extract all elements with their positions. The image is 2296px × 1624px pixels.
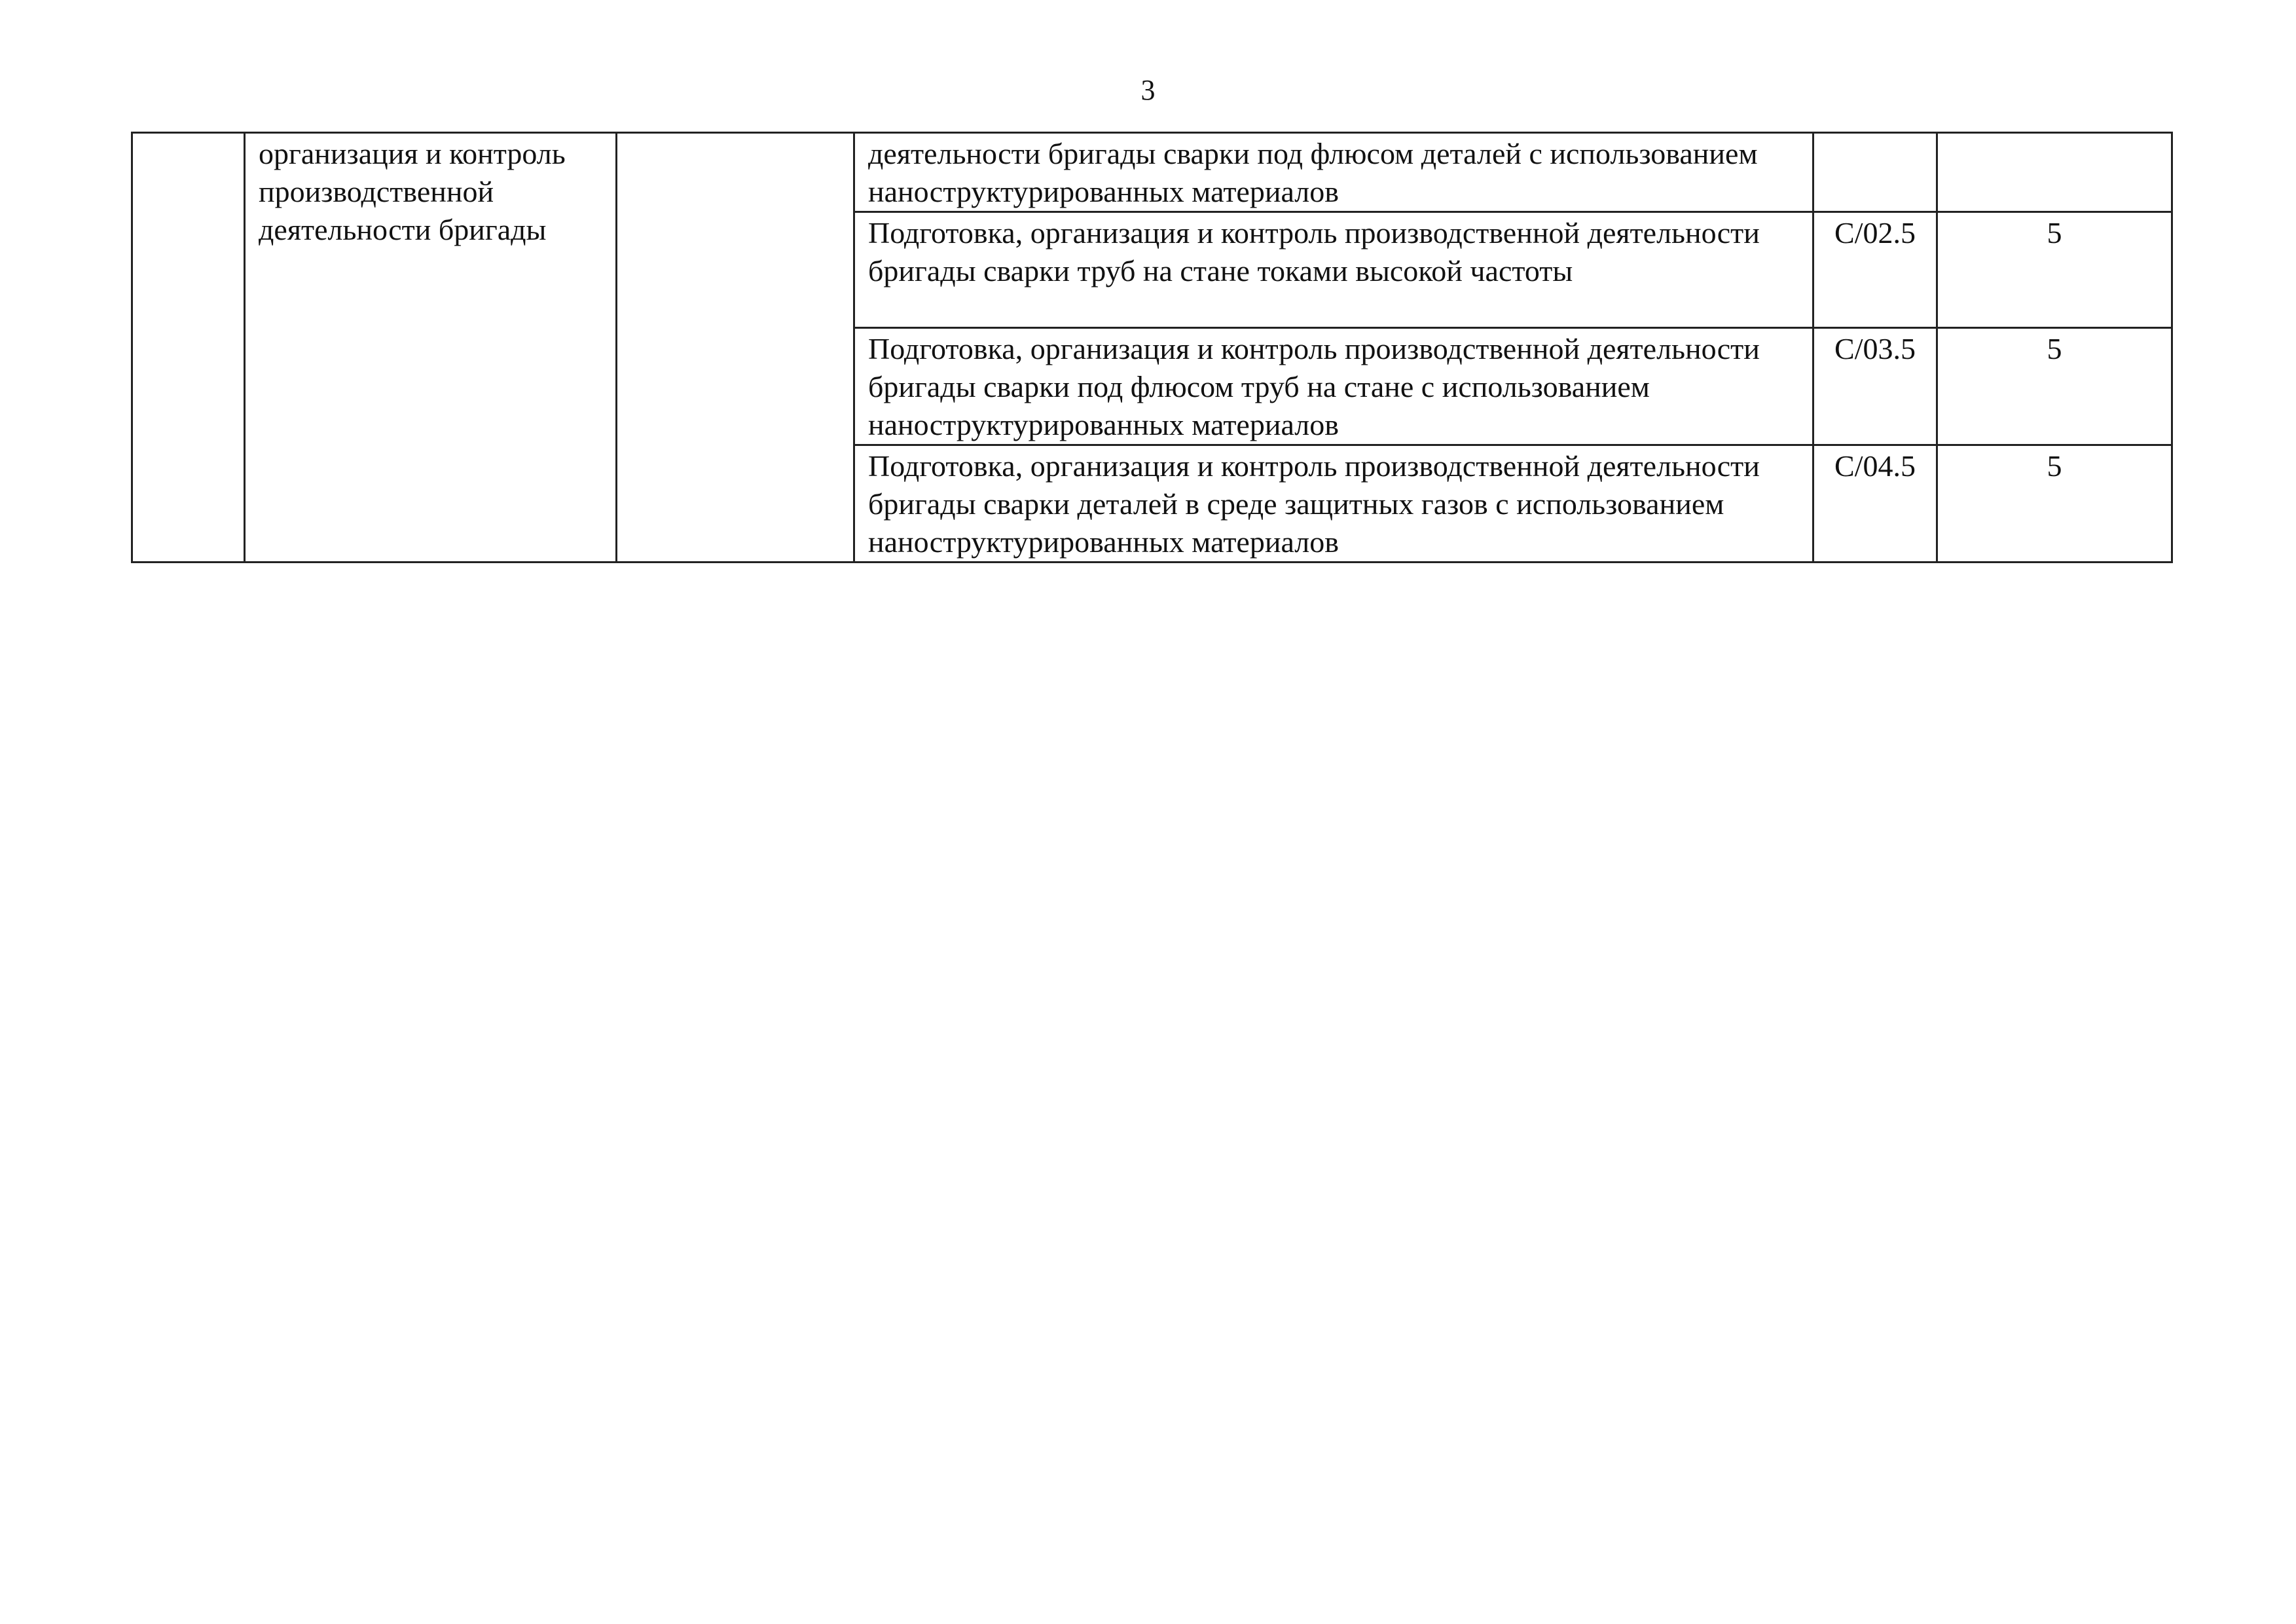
function-code-cell: C/02.5 bbox=[1813, 212, 1937, 328]
function-code-cell: C/04.5 bbox=[1813, 445, 1937, 563]
qualification-table bbox=[131, 132, 2173, 563]
level-cell bbox=[1937, 133, 2172, 212]
function-code-cell: C/03.5 bbox=[1813, 328, 1937, 445]
level-cell: 5 bbox=[1937, 212, 2172, 328]
level-cell: 5 bbox=[1937, 328, 2172, 445]
function-code-cell bbox=[1813, 133, 1937, 212]
qualification-level-column-cell bbox=[617, 133, 854, 563]
level-cell: 5 bbox=[1937, 445, 2172, 563]
labor-function-cell: деятельности бригады сварки под флюсом деталей с использованием наноструктурированных материалов bbox=[854, 133, 1813, 212]
code-column-cell bbox=[132, 133, 245, 563]
table-row bbox=[132, 133, 2172, 212]
labor-function-cell: Подготовка, организация и контроль производственной деятельности бригады сварки деталей в среде защитных газов с использованием наноструктурированных материалов bbox=[854, 445, 1813, 563]
page-number: 3 bbox=[1140, 74, 1156, 106]
generalized-function-cell: организация и контроль производственной деятельности бригады bbox=[245, 133, 617, 563]
labor-function-cell: Подготовка, организация и контроль производственной деятельности бригады сварки под флюсом труб на стане с использованием наноструктурированных материалов bbox=[854, 328, 1813, 445]
labor-function-cell: Подготовка, организация и контроль производственной деятельности бригады сварки труб на стане токами высокой частоты bbox=[854, 212, 1813, 328]
